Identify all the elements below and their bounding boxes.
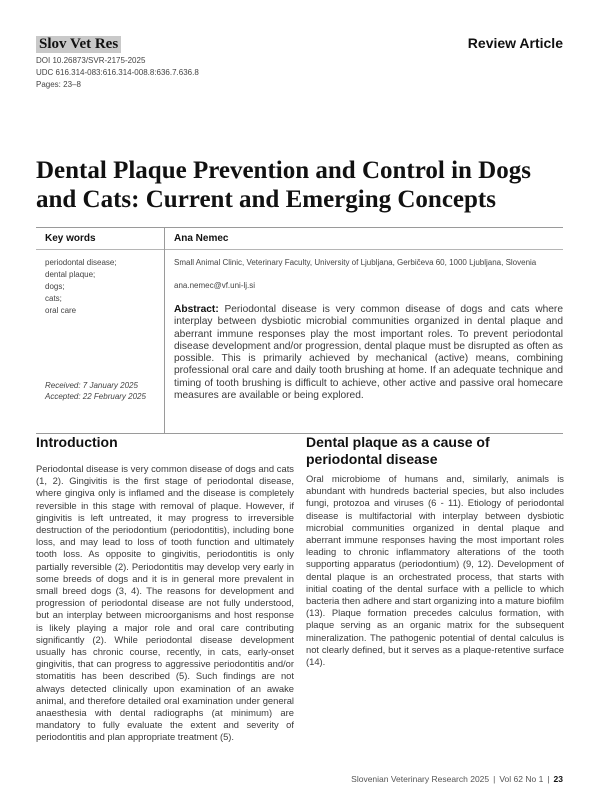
info-box-header-rule xyxy=(36,249,563,250)
footer-separator: | xyxy=(493,774,496,784)
keywords-heading: Key words xyxy=(45,233,96,244)
footer-separator: | xyxy=(547,774,550,784)
keyword-item: periodontal disease; xyxy=(45,258,117,267)
keywords-list xyxy=(45,257,117,317)
dental-plaque-heading: Dental plaque as a cause of periodontal disease xyxy=(306,434,490,467)
dental-plaque-text: Oral microbiome of humans and, similarly, animals is abundant with hundreds bacterial species, but also includes fungi, protozoa and viruses (6 - 11). Etiology of periodontal disease is multifactorial with interplay between dysbiotic microbial communities organized in dental plaque and aberrant immune responses having the most important roles leading to chronic inflammatory alterations of the tooth supporting apparatus (periodontium) (9, 12). Development of dental plaque is an orchestrated process, that starts with initial coating of the dental surface with a pellicle to which bacteria then adhere and start organizing into a mature biofilm (13). Plaque formation precedes calculus formation, with plaque serving as an organic matrix for the subsequent mineralization. The pathogenic potential of dental calculus is not clearly defined, but it serves as a plaque-retentive surface (14). xyxy=(306,473,564,668)
submission-dates xyxy=(45,380,146,402)
keyword-item: oral care xyxy=(45,306,77,315)
introduction-text: Periodontal disease is very common disease of dogs and cats (1, 2). Gingivitis is the first stage of periodontal disease, where gingiva only is inflamed and the disease is completely reversible in this stage with removal of plaque. However, if gingivitis is left untreated, it may progress to irreversible destruction of the periodontium (periodontitis), including bone loss, and may lead to loss of tooth function and ultimately tooth loss. As opposite to gingivitis, periodontitis is only partially reversible (2). Periodontitis may develop very early in some breeds of dogs and it is in general more prevalent in small breed dogs (3, 4). The reasons for development and progression of periodontal disease are not fully understood, but an interplay between microorganisms and host response is likely playing a major role and oral care contributing significantly (2). While periodontal disease development usually has chronic course, recently, in cats, early-onset gingivitis, that can progress to aggressive periodontitis and/or stomatitis has been described (5). Such findings are not always detected clinically upon examination of an awake animal, and therefore detailed oral examination under general anaesthesia with dental radiographs (at minimum) are mandatory to fully evaluate the extent and severity of periodontitis and plan appropriate treatment (5). xyxy=(36,463,294,743)
doi-text: DOI 10.26873/SVR-2175-2025 xyxy=(36,56,146,65)
abstract-text: Periodontal disease is very common disease of dogs and cats where interplay between dysbiotic microbial communities organized in dental plaque and aberrant immune responses play the most important roles. To prevent periodontal disease development and/or progression, dental plaque must be disrupted as often as possible. This is primarily achieved by mechanical (active) means, combining professional oral care and daily tooth brushing at home. If an adequate technique and timing of tooth brushing is difficult to achieve, other active and passive oral homecare measures are available or being explored. xyxy=(174,304,563,402)
keyword-item: cats; xyxy=(45,294,62,303)
article-metadata xyxy=(36,55,199,91)
author-name: Ana Nemec xyxy=(174,233,229,244)
keyword-item: dental plaque; xyxy=(45,270,96,279)
article-title: Dental Plaque Prevention and Control in Dogs and Cats: Current and Emerging Concepts xyxy=(36,157,531,213)
abstract-label: Abstract: xyxy=(174,304,219,315)
page-number: 23 xyxy=(553,774,563,784)
udc-text: UDC 616.314-083:616.314-008.8:636.7.636.8 xyxy=(36,68,199,77)
footer-journal: Slovenian Veterinary Research 2025 xyxy=(351,774,490,784)
author-affiliation: Small Animal Clinic, Veterinary Faculty, University of Ljubljana, Gerbičeva 60, 1000 Ljubljana, Slovenia xyxy=(174,258,537,267)
author-email[interactable]: ana.nemec@vf.uni-lj.si xyxy=(174,281,256,290)
abstract xyxy=(174,304,563,402)
page-footer xyxy=(351,774,563,784)
accepted-date: Accepted: 22 February 2025 xyxy=(45,392,146,401)
info-box-top-rule xyxy=(36,227,563,228)
received-date: Received: 7 January 2025 xyxy=(45,381,138,390)
journal-name: Slov Vet Res xyxy=(36,36,121,53)
keyword-item: dogs; xyxy=(45,282,65,291)
article-type-label: Review Article xyxy=(467,35,563,51)
introduction-heading: Introduction xyxy=(36,434,118,450)
info-box-divider xyxy=(164,227,165,433)
pages-text: Pages: 23–8 xyxy=(36,80,81,89)
footer-volume: Vol 62 No 1 xyxy=(499,774,544,784)
